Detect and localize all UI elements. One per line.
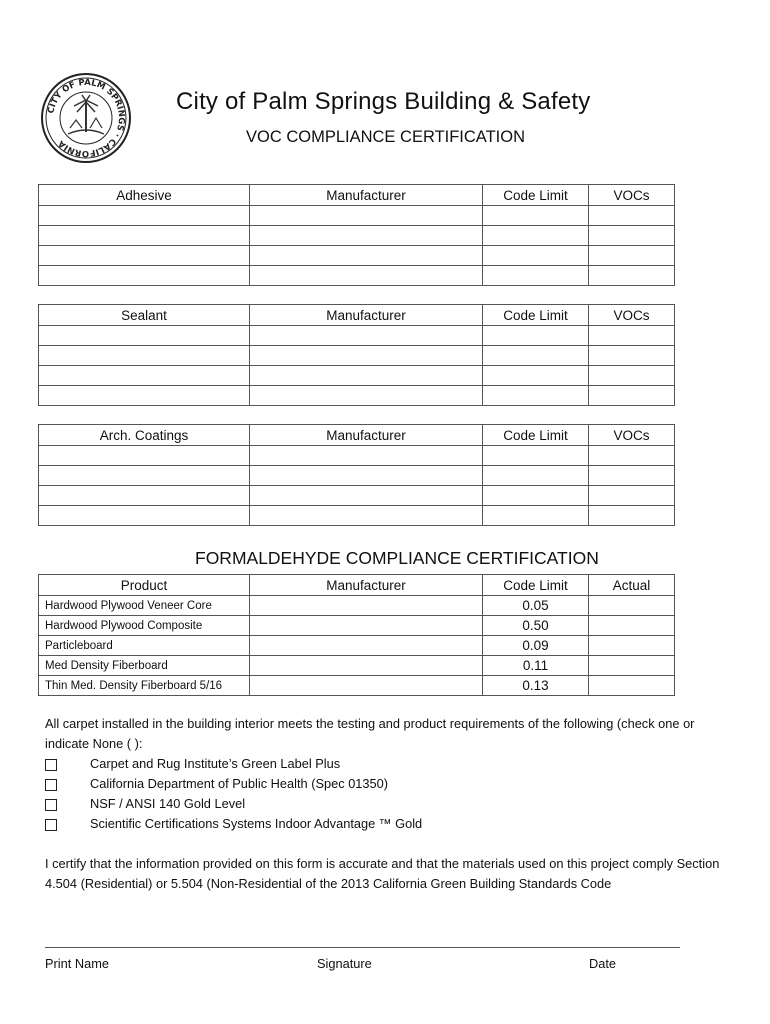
date-label: Date: [589, 956, 617, 971]
entry-cell[interactable]: [589, 616, 675, 636]
entry-cell[interactable]: [39, 266, 250, 286]
column-header: Manufacturer: [250, 305, 483, 326]
product-name: Particleboard: [39, 636, 250, 656]
entry-cell[interactable]: [39, 206, 250, 226]
certification-statement: I certify that the information provided on this form is accurate and that the materials used on this project comply Section 4.504 (Residential) or 5.504 (Non-Residential of the 2013 California Green Building Standards Code: [45, 856, 720, 891]
column-header: VOCs: [589, 425, 675, 446]
entry-cell[interactable]: [589, 676, 675, 696]
code-limit: 0.05: [483, 596, 589, 616]
entry-cell[interactable]: [39, 226, 250, 246]
carpet-option-label: Carpet and Rug Institute’s Green Label Plus: [90, 756, 341, 771]
column-header: Product: [39, 575, 250, 596]
entry-cell[interactable]: [589, 446, 675, 466]
entry-cell[interactable]: [250, 446, 483, 466]
column-header: Manufacturer: [250, 185, 483, 206]
entry-cell[interactable]: [589, 246, 675, 266]
entry-cell[interactable]: [250, 656, 483, 676]
entry-cell[interactable]: [39, 386, 250, 406]
entry-cell[interactable]: [250, 636, 483, 656]
product-name: Med Density Fiberboard: [39, 656, 250, 676]
column-header: VOCs: [589, 185, 675, 206]
entry-cell[interactable]: [589, 366, 675, 386]
entry-cell[interactable]: [589, 226, 675, 246]
entry-cell[interactable]: [483, 506, 589, 526]
carpet-intro: All carpet installed in the building interior meets the testing and product requirements of the following (check one or indicate None ( ):: [45, 716, 695, 751]
entry-cell[interactable]: [39, 506, 250, 526]
entry-cell[interactable]: [589, 326, 675, 346]
city-seal-logo: [40, 72, 132, 164]
product-name: Hardwood Plywood Composite: [39, 616, 250, 636]
entry-cell[interactable]: [483, 446, 589, 466]
entry-cell[interactable]: [250, 266, 483, 286]
entry-cell[interactable]: [250, 386, 483, 406]
entry-cell[interactable]: [250, 466, 483, 486]
table-row: [39, 596, 675, 616]
code-limit: 0.50: [483, 616, 589, 636]
entry-cell[interactable]: [250, 616, 483, 636]
table-row: [39, 636, 675, 656]
table-header-row: [39, 425, 675, 446]
checkbox[interactable]: [45, 779, 57, 791]
table-row: [39, 346, 675, 366]
entry-cell[interactable]: [589, 466, 675, 486]
table-header-row: [39, 575, 675, 596]
entry-cell[interactable]: [483, 266, 589, 286]
entry-cell[interactable]: [589, 656, 675, 676]
arch-coatings-table: [38, 424, 675, 526]
column-header: Code Limit: [483, 575, 589, 596]
entry-cell[interactable]: [250, 346, 483, 366]
entry-cell[interactable]: [589, 636, 675, 656]
code-limit: 0.11: [483, 656, 589, 676]
entry-cell[interactable]: [483, 226, 589, 246]
column-header: Actual: [589, 575, 675, 596]
entry-cell[interactable]: [39, 366, 250, 386]
entry-cell[interactable]: [250, 506, 483, 526]
signature-line[interactable]: [45, 947, 680, 948]
table-header-row: [39, 185, 675, 206]
entry-cell[interactable]: [39, 466, 250, 486]
entry-cell[interactable]: [39, 346, 250, 366]
entry-cell[interactable]: [589, 596, 675, 616]
table-row: [39, 446, 675, 466]
code-limit: 0.13: [483, 676, 589, 696]
column-header: Manufacturer: [250, 575, 483, 596]
table-row: [39, 466, 675, 486]
entry-cell[interactable]: [250, 366, 483, 386]
entry-cell[interactable]: [483, 386, 589, 406]
entry-cell[interactable]: [39, 246, 250, 266]
entry-cell[interactable]: [589, 386, 675, 406]
print-name-label: Print Name: [45, 956, 110, 971]
page-title: City of Palm Springs Building & Safety: [176, 88, 591, 115]
column-header: Manufacturer: [250, 425, 483, 446]
table-header-row: [39, 305, 675, 326]
column-header: Code Limit: [483, 305, 589, 326]
entry-cell[interactable]: [250, 596, 483, 616]
carpet-option-label: Scientific Certifications Systems Indoor Advantage ™ Gold: [90, 816, 423, 831]
entry-cell[interactable]: [39, 326, 250, 346]
carpet-option-label: California Department of Public Health (Spec 01350): [90, 776, 389, 791]
entry-cell[interactable]: [250, 246, 483, 266]
table-row: [39, 206, 675, 226]
entry-cell[interactable]: [483, 466, 589, 486]
adhesive-table: [38, 184, 675, 286]
table-row: [39, 326, 675, 346]
table-row: [39, 226, 675, 246]
entry-cell[interactable]: [589, 346, 675, 366]
sealant-table: [38, 304, 675, 406]
entry-cell[interactable]: [250, 676, 483, 696]
table-row: [39, 616, 675, 636]
entry-cell[interactable]: [589, 506, 675, 526]
formaldehyde-heading: FORMALDEHYDE COMPLIANCE CERTIFICATION: [195, 548, 599, 568]
signature-label: Signature: [317, 956, 372, 971]
entry-cell[interactable]: [39, 486, 250, 506]
entry-cell[interactable]: [250, 486, 483, 506]
column-header: Arch. Coatings: [39, 425, 250, 446]
table-row: [39, 676, 675, 696]
table-row: [39, 246, 675, 266]
column-header: Code Limit: [483, 425, 589, 446]
page-subtitle: VOC COMPLIANCE CERTIFICATION: [246, 128, 526, 146]
product-name: Hardwood Plywood Veneer Core: [39, 596, 250, 616]
column-header: Adhesive: [39, 185, 250, 206]
checkbox[interactable]: [45, 819, 57, 831]
column-header: Sealant: [39, 305, 250, 326]
table-row: [39, 266, 675, 286]
entry-cell[interactable]: [250, 206, 483, 226]
table-row: [39, 506, 675, 526]
table-row: [39, 656, 675, 676]
svg-text:CITY OF PALM SPRINGS · CALIFOR: CITY OF PALM SPRINGS · CALIFORNIA: [46, 77, 127, 159]
table-row: [39, 386, 675, 406]
entry-cell[interactable]: [250, 326, 483, 346]
checkbox[interactable]: [45, 799, 57, 811]
product-name: Thin Med. Density Fiberboard 5/16: [39, 676, 250, 696]
entry-cell[interactable]: [483, 346, 589, 366]
formaldehyde-table: [38, 574, 675, 696]
entry-cell[interactable]: [250, 226, 483, 246]
entry-cell[interactable]: [483, 366, 589, 386]
checkbox[interactable]: [45, 759, 57, 771]
column-header: Code Limit: [483, 185, 589, 206]
table-row: [39, 486, 675, 506]
table-row: [39, 366, 675, 386]
entry-cell[interactable]: [39, 446, 250, 466]
entry-cell[interactable]: [483, 486, 589, 506]
code-limit: 0.09: [483, 636, 589, 656]
entry-cell[interactable]: [483, 206, 589, 226]
entry-cell[interactable]: [589, 486, 675, 506]
entry-cell[interactable]: [483, 326, 589, 346]
entry-cell[interactable]: [483, 246, 589, 266]
entry-cell[interactable]: [589, 266, 675, 286]
entry-cell[interactable]: [589, 206, 675, 226]
carpet-option-label: NSF / ANSI 140 Gold Level: [90, 796, 246, 811]
column-header: VOCs: [589, 305, 675, 326]
